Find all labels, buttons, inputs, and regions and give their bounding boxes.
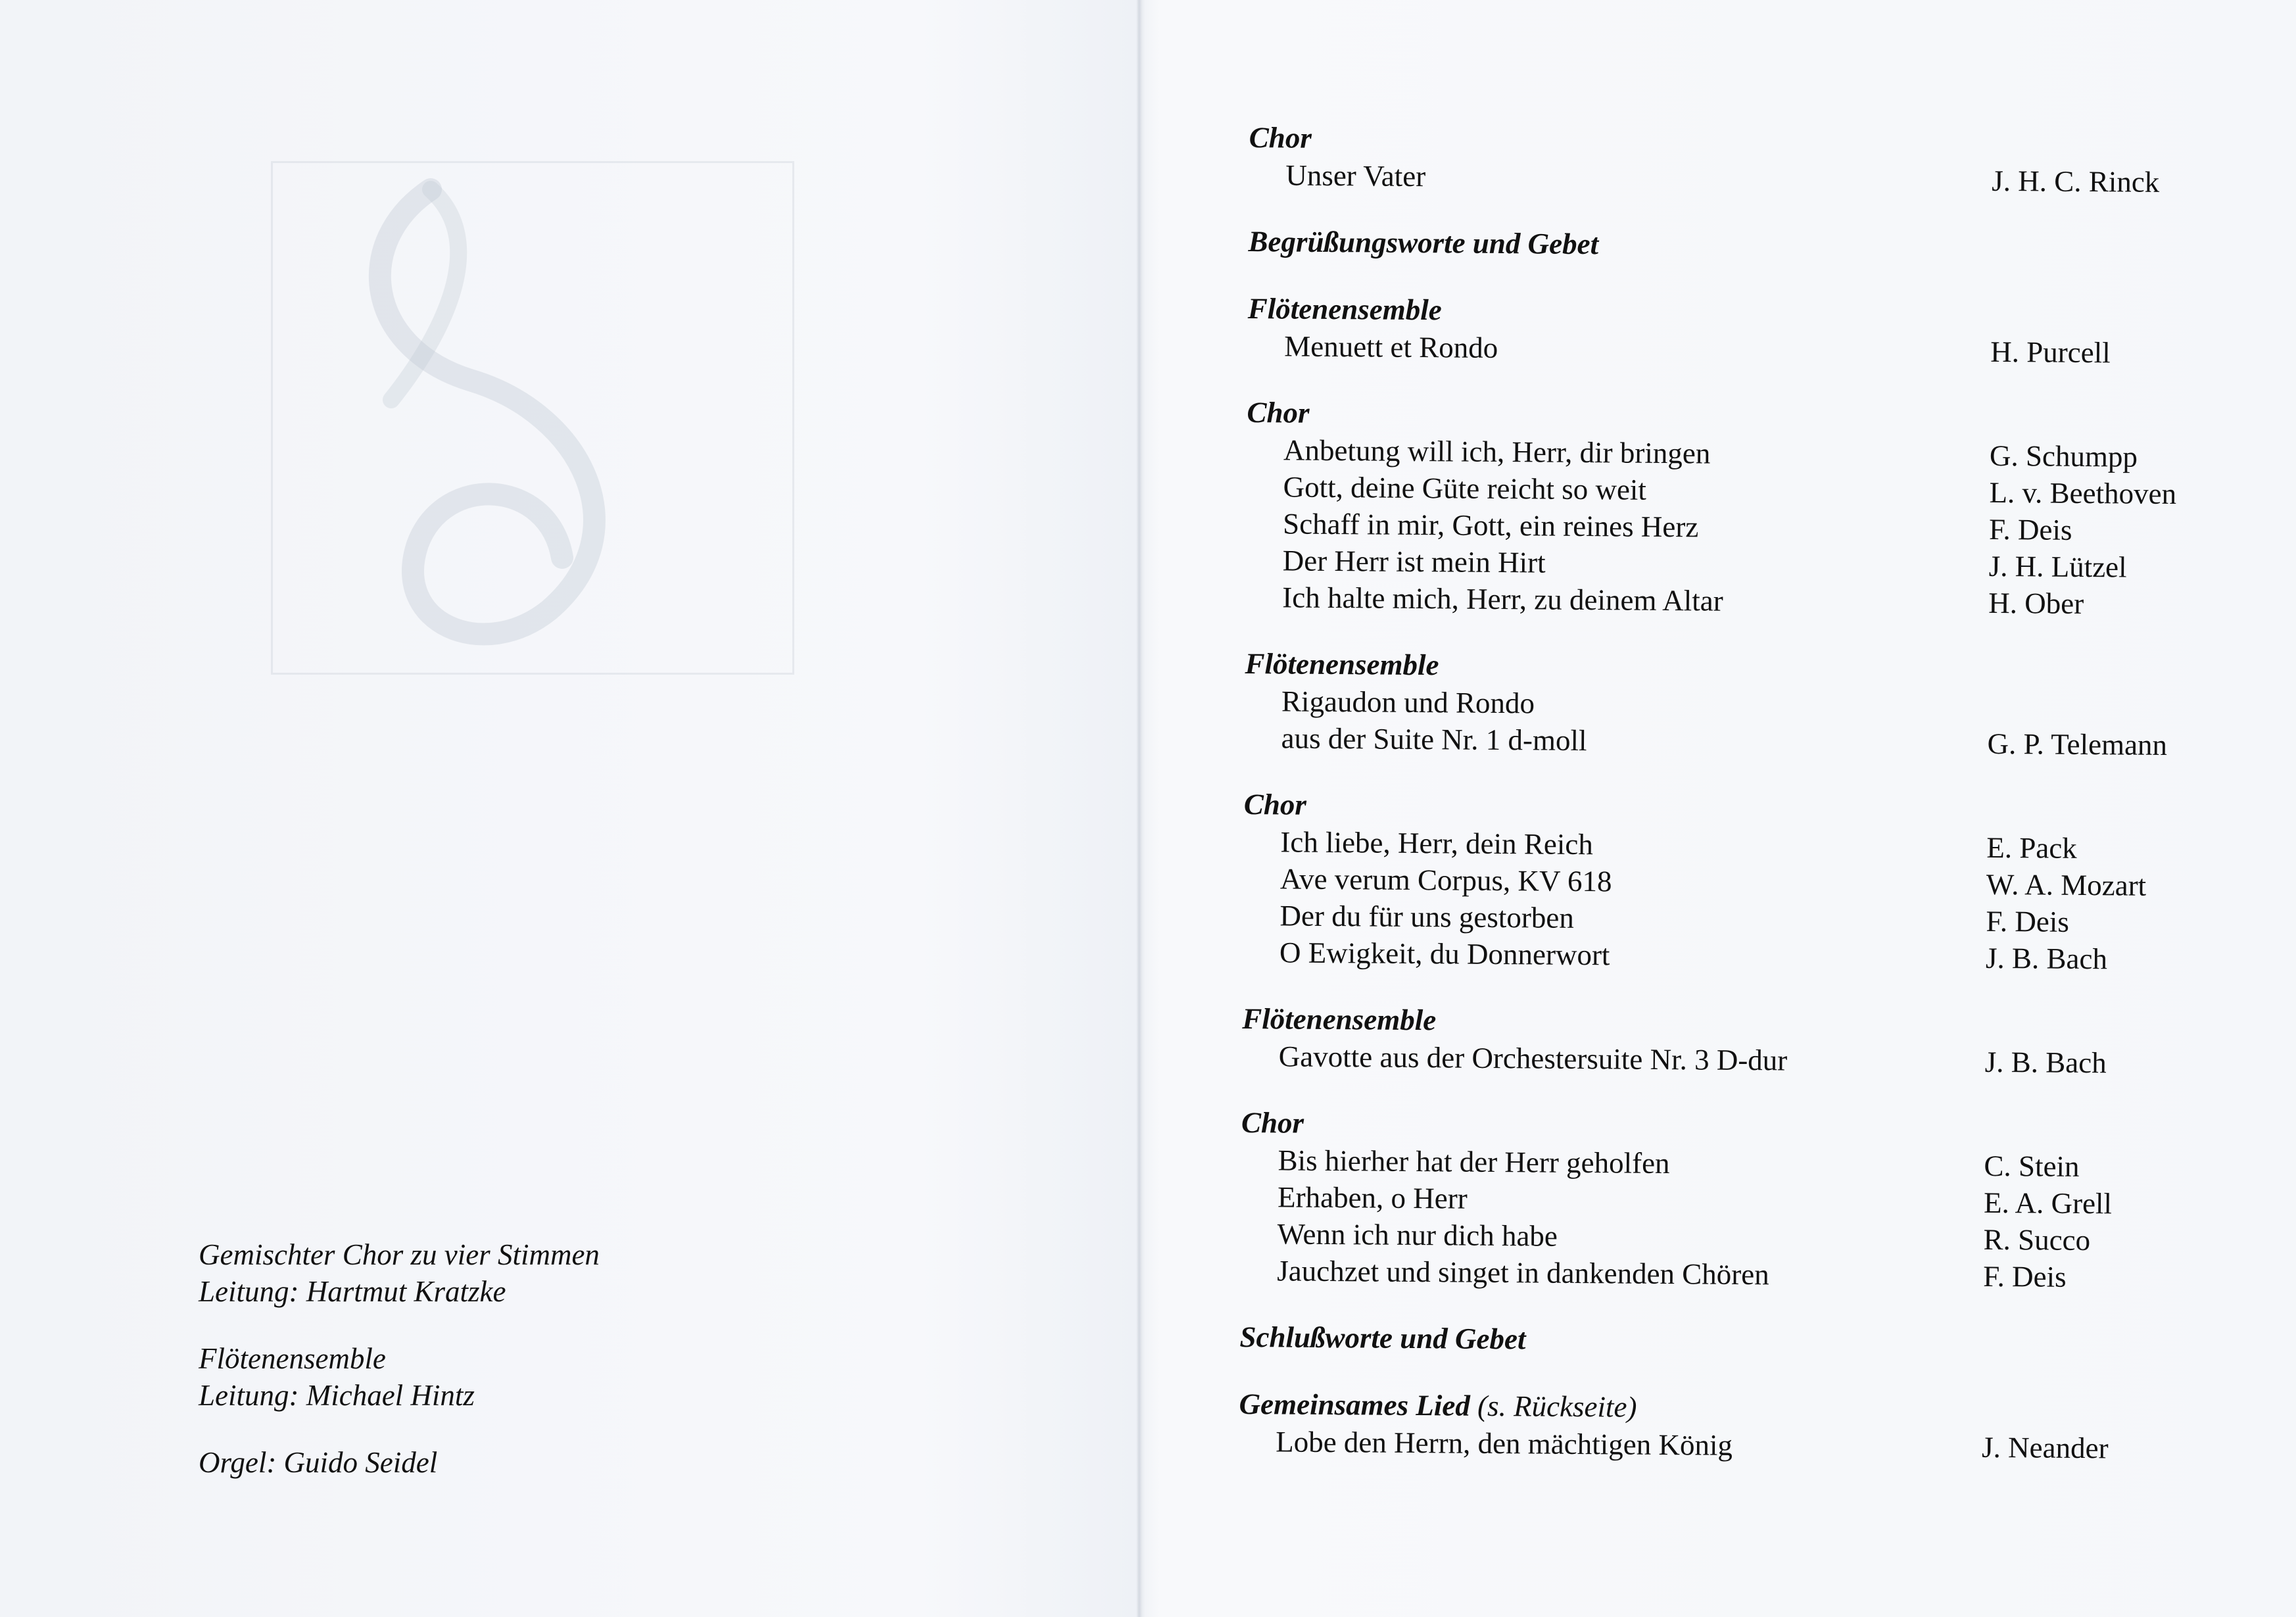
treble-clef-icon: [273, 163, 792, 673]
credit-block: [199, 1340, 988, 1414]
piece-title: Ich halte mich, Herr, zu deinem Altar: [1282, 581, 1723, 617]
piece-row: [1239, 1423, 2199, 1467]
piece-composer: E. Pack: [1986, 831, 2077, 865]
program-section: [1239, 1385, 2199, 1467]
piece-composer: J. H. Lützel: [1988, 549, 2127, 584]
piece-title: Gavotte aus der Orchestersuite Nr. 3 D-dur: [1278, 1040, 1788, 1077]
section-heading: [1248, 222, 2208, 268]
piece-composer: F. Deis: [1988, 512, 2072, 546]
section-heading-text: Begrüßungsworte und Gebet: [1248, 224, 1599, 261]
piece-row: [1240, 1252, 2200, 1296]
treble-clef-watermark: [271, 161, 794, 675]
credit-line: Leitung: Michael Hintz: [199, 1379, 475, 1412]
program-section: [1243, 785, 2204, 978]
section-heading-text: Gemeinsames Lied: [1239, 1387, 1471, 1422]
piece-title: Unser Vater: [1285, 158, 1426, 193]
piece-row: [1242, 1038, 2202, 1082]
piece-title: Ave verum Corpus, KV 618: [1280, 862, 1612, 898]
credit-block: [199, 1236, 988, 1310]
piece-composer: G. P. Telemann: [1987, 727, 2168, 761]
piece-title: Anbetung will ich, Herr, dir bringen: [1283, 433, 1711, 470]
piece-title: Menuett et Rondo: [1284, 329, 1498, 364]
piece-composer: G. Schumpp: [1989, 439, 2138, 473]
piece-composer: H. Purcell: [1990, 335, 2111, 370]
center-fold: [1136, 0, 1145, 1617]
credit-line: Flötenensemble: [199, 1342, 386, 1375]
piece-composer: F. Deis: [1986, 904, 2070, 938]
program-section: [1244, 644, 2205, 763]
piece-composer: [1988, 717, 2205, 719]
piece-row: [1247, 327, 2207, 372]
piece-title: Der Herr ist mein Hirt: [1282, 544, 1546, 579]
credit-line: Orgel: Guido Seidel: [199, 1446, 438, 1479]
section-heading-text: Schlußworte und Gebet: [1239, 1320, 1526, 1356]
program-section: [1240, 1103, 2201, 1296]
piece-title: Ich liebe, Herr, dein Reich: [1280, 825, 1594, 861]
piece-composer: F. Deis: [1983, 1259, 2067, 1293]
section-heading-text: Chor: [1241, 1105, 1304, 1140]
program-section: [1239, 1318, 2199, 1363]
piece-composer: R. Succo: [1983, 1222, 2091, 1257]
piece-composer: J. H. C. Rinck: [1992, 164, 2160, 199]
credit-line: Gemischter Chor zu vier Stimmen: [199, 1238, 600, 1271]
piece-row: [1243, 934, 2203, 978]
section-heading-text: Chor: [1243, 787, 1307, 821]
piece-row: [1244, 719, 2204, 763]
credit-block: [199, 1444, 988, 1481]
piece-title: Bis hierher hat der Herr geholfen: [1278, 1144, 1670, 1180]
piece-composer: W. A. Mozart: [1986, 867, 2147, 902]
piece-row: [1245, 579, 2205, 623]
program-section: [1248, 222, 2208, 268]
piece-title: aus der Suite Nr. 1 d-moll: [1281, 721, 1587, 758]
piece-title: Wenn ich nur dich habe: [1277, 1217, 1558, 1253]
piece-composer: E. A. Grell: [1983, 1186, 2113, 1220]
piece-title: Lobe den Herrn, den mächtigen König: [1275, 1425, 1733, 1462]
piece-composer: H. Ober: [1988, 586, 2084, 620]
credit-line: Leitung: Hartmut Kratzke: [199, 1275, 506, 1308]
piece-title: Schaff in mir, Gott, ein reines Herz: [1282, 507, 1699, 544]
piece-title: Rigaudon und Rondo: [1281, 685, 1535, 720]
program-section: [1245, 393, 2207, 623]
program-list: [1239, 118, 2209, 1496]
performer-credits: [199, 1236, 988, 1511]
piece-composer: L. v. Beethoven: [1989, 475, 2177, 511]
section-heading-text: Flötenensemble: [1247, 291, 1442, 327]
piece-title: Jauchzet und singet in dankenden Chören: [1277, 1254, 1769, 1291]
piece-title: Gott, deine Güte reicht so weit: [1283, 470, 1647, 506]
section-heading: [1239, 1318, 2199, 1363]
program-section: [1247, 289, 2208, 372]
piece-title: Erhaben, o Herr: [1277, 1180, 1468, 1215]
piece-composer: C. Stein: [1984, 1149, 2080, 1183]
piece-title: Der du für uns gestorben: [1280, 899, 1575, 934]
section-heading-text: Flötenensemble: [1245, 646, 1439, 682]
piece-composer: J. B. Bach: [1985, 941, 2108, 976]
program-section: [1242, 1000, 2203, 1082]
piece-title: O Ewigkeit, du Donnerwort: [1279, 936, 1610, 972]
section-heading-text: Chor: [1249, 120, 1312, 155]
piece-row: [1249, 157, 2209, 201]
piece-composer: J. Neander: [1981, 1430, 2109, 1465]
section-heading-note: (s. Rückseite): [1470, 1389, 1637, 1424]
section-heading-text: Flötenensemble: [1242, 1002, 1437, 1037]
piece-composer: J. B. Bach: [1984, 1045, 2107, 1080]
program-section: [1249, 118, 2209, 201]
section-heading-text: Chor: [1247, 395, 1310, 429]
